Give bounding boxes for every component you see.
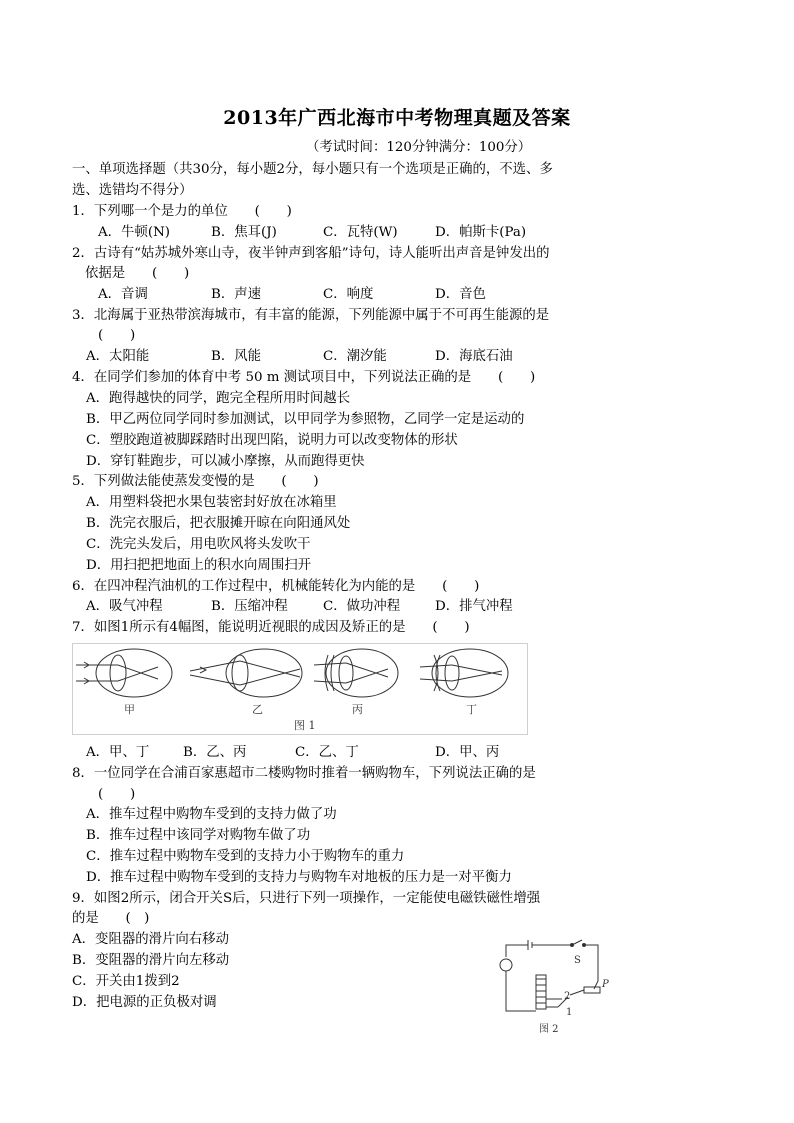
switch-label: S xyxy=(574,955,581,966)
slider-label: P xyxy=(602,979,609,990)
question-5: 5．下列做法能使蒸发变慢的是 ( ) xyxy=(72,474,319,489)
q6-option-c: C．做功冲程 xyxy=(323,599,401,614)
q5-option-a: A．用塑料袋把水果包装密封好放在冰箱里 xyxy=(86,495,337,510)
q8-option-a: A．推车过程中购物车受到的支持力做了功 xyxy=(86,807,337,822)
question-8-cont: ( ) xyxy=(98,787,136,802)
question-4: 4．在同学们参加的体育中考 50 m 测试项目中，下列说法正确的是 ( ) xyxy=(72,370,536,385)
q9-option-c: C．开关由1拨到2 xyxy=(72,974,180,989)
question-9: 9．如图2所示，闭合开关S后，只进行下列一项操作，一定能使电磁铁磁性增强 xyxy=(72,891,541,906)
question-6: 6．在四冲程汽油机的工作过程中，机械能转化为内能的是 ( ) xyxy=(72,579,480,594)
q7-option-a: A．甲、丁 xyxy=(86,745,150,760)
figure-panel-label-1: 甲 xyxy=(124,703,135,716)
figure-panel-label-2: 乙 xyxy=(252,703,263,716)
q6-option-d: D．排气冲程 xyxy=(435,599,513,614)
q8-option-b: B．推车过程中该同学对购物车做了功 xyxy=(86,828,311,843)
question-2: 2．古诗有“姑苏城外寒山寺，夜半钟声到客船”诗句，诗人能听出声音是钟发出的 xyxy=(72,246,550,261)
q2-option-c: C．响度 xyxy=(323,287,374,302)
q2-option-b: B．声速 xyxy=(211,287,262,302)
q4-option-d: D．穿钉鞋跑步，可以减小摩擦，从而跑得更快 xyxy=(86,454,365,469)
contact-label-1: 1 xyxy=(566,1007,573,1018)
q3-option-b: B．风能 xyxy=(211,349,262,364)
q7-option-b: B．乙、丙 xyxy=(183,745,247,760)
q3-option-a: A．太阳能 xyxy=(86,349,150,364)
circuit-figure xyxy=(492,937,610,1037)
ammeter-icon xyxy=(500,959,512,971)
q8-option-d: D．推车过程中购物车受到的支持力与购物车对地板的压力是一对平衡力 xyxy=(86,870,512,885)
figure-caption: 图 1 xyxy=(294,719,316,732)
section-heading: 一、单项选择题（共30分，每小题2分，每小题只有一个选项是正确的，不选、多 xyxy=(72,162,553,177)
q5-option-c: C．洗完头发后，用电吹风将头发吹干 xyxy=(86,537,311,552)
q9-option-a: A．变阻器的滑片向右移动 xyxy=(72,932,229,947)
q9-option-d: D．把电源的正负极对调 xyxy=(72,995,217,1010)
question-9-cont: 的是 ( ) xyxy=(72,911,150,926)
q2-option-d: D．音色 xyxy=(435,287,486,302)
question-1: 1．下列哪一个是力的单位 ( ) xyxy=(72,204,292,219)
section-heading-cont: 选、选错均不得分） xyxy=(72,183,193,198)
rheostat xyxy=(584,987,600,993)
q4-option-c: C．塑胶跑道被脚踩踏时出现凹陷，说明力可以改变物体的形状 xyxy=(86,433,458,448)
eye-diagram-1 xyxy=(76,649,172,697)
figure-caption-2: 图 2 xyxy=(539,1024,559,1035)
q1-option-a: A．牛顿(N) xyxy=(98,225,171,240)
eye-lens-figure xyxy=(72,643,528,735)
q2-option-a: A．音调 xyxy=(98,287,148,302)
question-8: 8．一位同学在合浦百家惠超市二楼购物时推着一辆购物车，下列说法正确的是 xyxy=(72,766,536,781)
q6-option-b: B．压缩冲程 xyxy=(211,599,288,614)
q7-option-c: C．乙、丁 xyxy=(295,745,359,760)
q8-option-c: C．推车过程中购物车受到的支持力小于购物车的重力 xyxy=(86,849,405,864)
exam-info: （考试时间：120分钟满分：100分） xyxy=(306,140,532,155)
q3-option-d: D．海底石油 xyxy=(435,349,513,364)
eye-diagram-3 xyxy=(314,649,398,697)
q1-option-d: D．帕斯卡(Pa) xyxy=(435,225,527,240)
eye-diagram-4 xyxy=(420,649,508,697)
q4-option-b: B．甲乙两位同学同时参加测试，以甲同学为参照物，乙同学一定是运动的 xyxy=(86,412,525,427)
contact-label-2: 2 xyxy=(564,991,571,1002)
q5-option-b: B．洗完衣服后，把衣服摊开晾在向阳通风处 xyxy=(86,516,351,531)
q4-option-a: A．跑得越快的同学，跑完全程所用时间越长 xyxy=(86,391,351,406)
figure-panel-label-3: 丙 xyxy=(352,703,363,716)
question-7: 7．如图1所示有4幅图，能说明近视眼的成因及矫正的是 ( ) xyxy=(72,620,470,635)
q6-option-a: A．吸气冲程 xyxy=(86,599,163,614)
q5-option-d: D．用扫把把地面上的积水向周围扫开 xyxy=(86,558,311,573)
page-title: 2013年广西北海市中考物理真题及答案 xyxy=(223,107,571,129)
figure-panel-label-4: 丁 xyxy=(466,703,477,716)
q7-option-d: D．甲、丙 xyxy=(435,745,500,760)
q9-option-b: B．变阻器的滑片向左移动 xyxy=(72,953,230,968)
question-3: 3．北海属于亚热带滨海城市，有丰富的能源，下列能源中属于不可再生能源的是 xyxy=(72,308,550,323)
question-2-cont: 依据是 ( ) xyxy=(85,266,190,281)
electromagnet-coil xyxy=(536,975,546,1009)
eye-diagram-2 xyxy=(190,649,302,697)
q1-option-c: C．瓦特(W) xyxy=(323,225,398,240)
q1-option-b: B．焦耳(J) xyxy=(211,225,277,240)
question-3-cont: ( ) xyxy=(98,328,136,343)
q3-option-c: C．潮汐能 xyxy=(323,349,387,364)
